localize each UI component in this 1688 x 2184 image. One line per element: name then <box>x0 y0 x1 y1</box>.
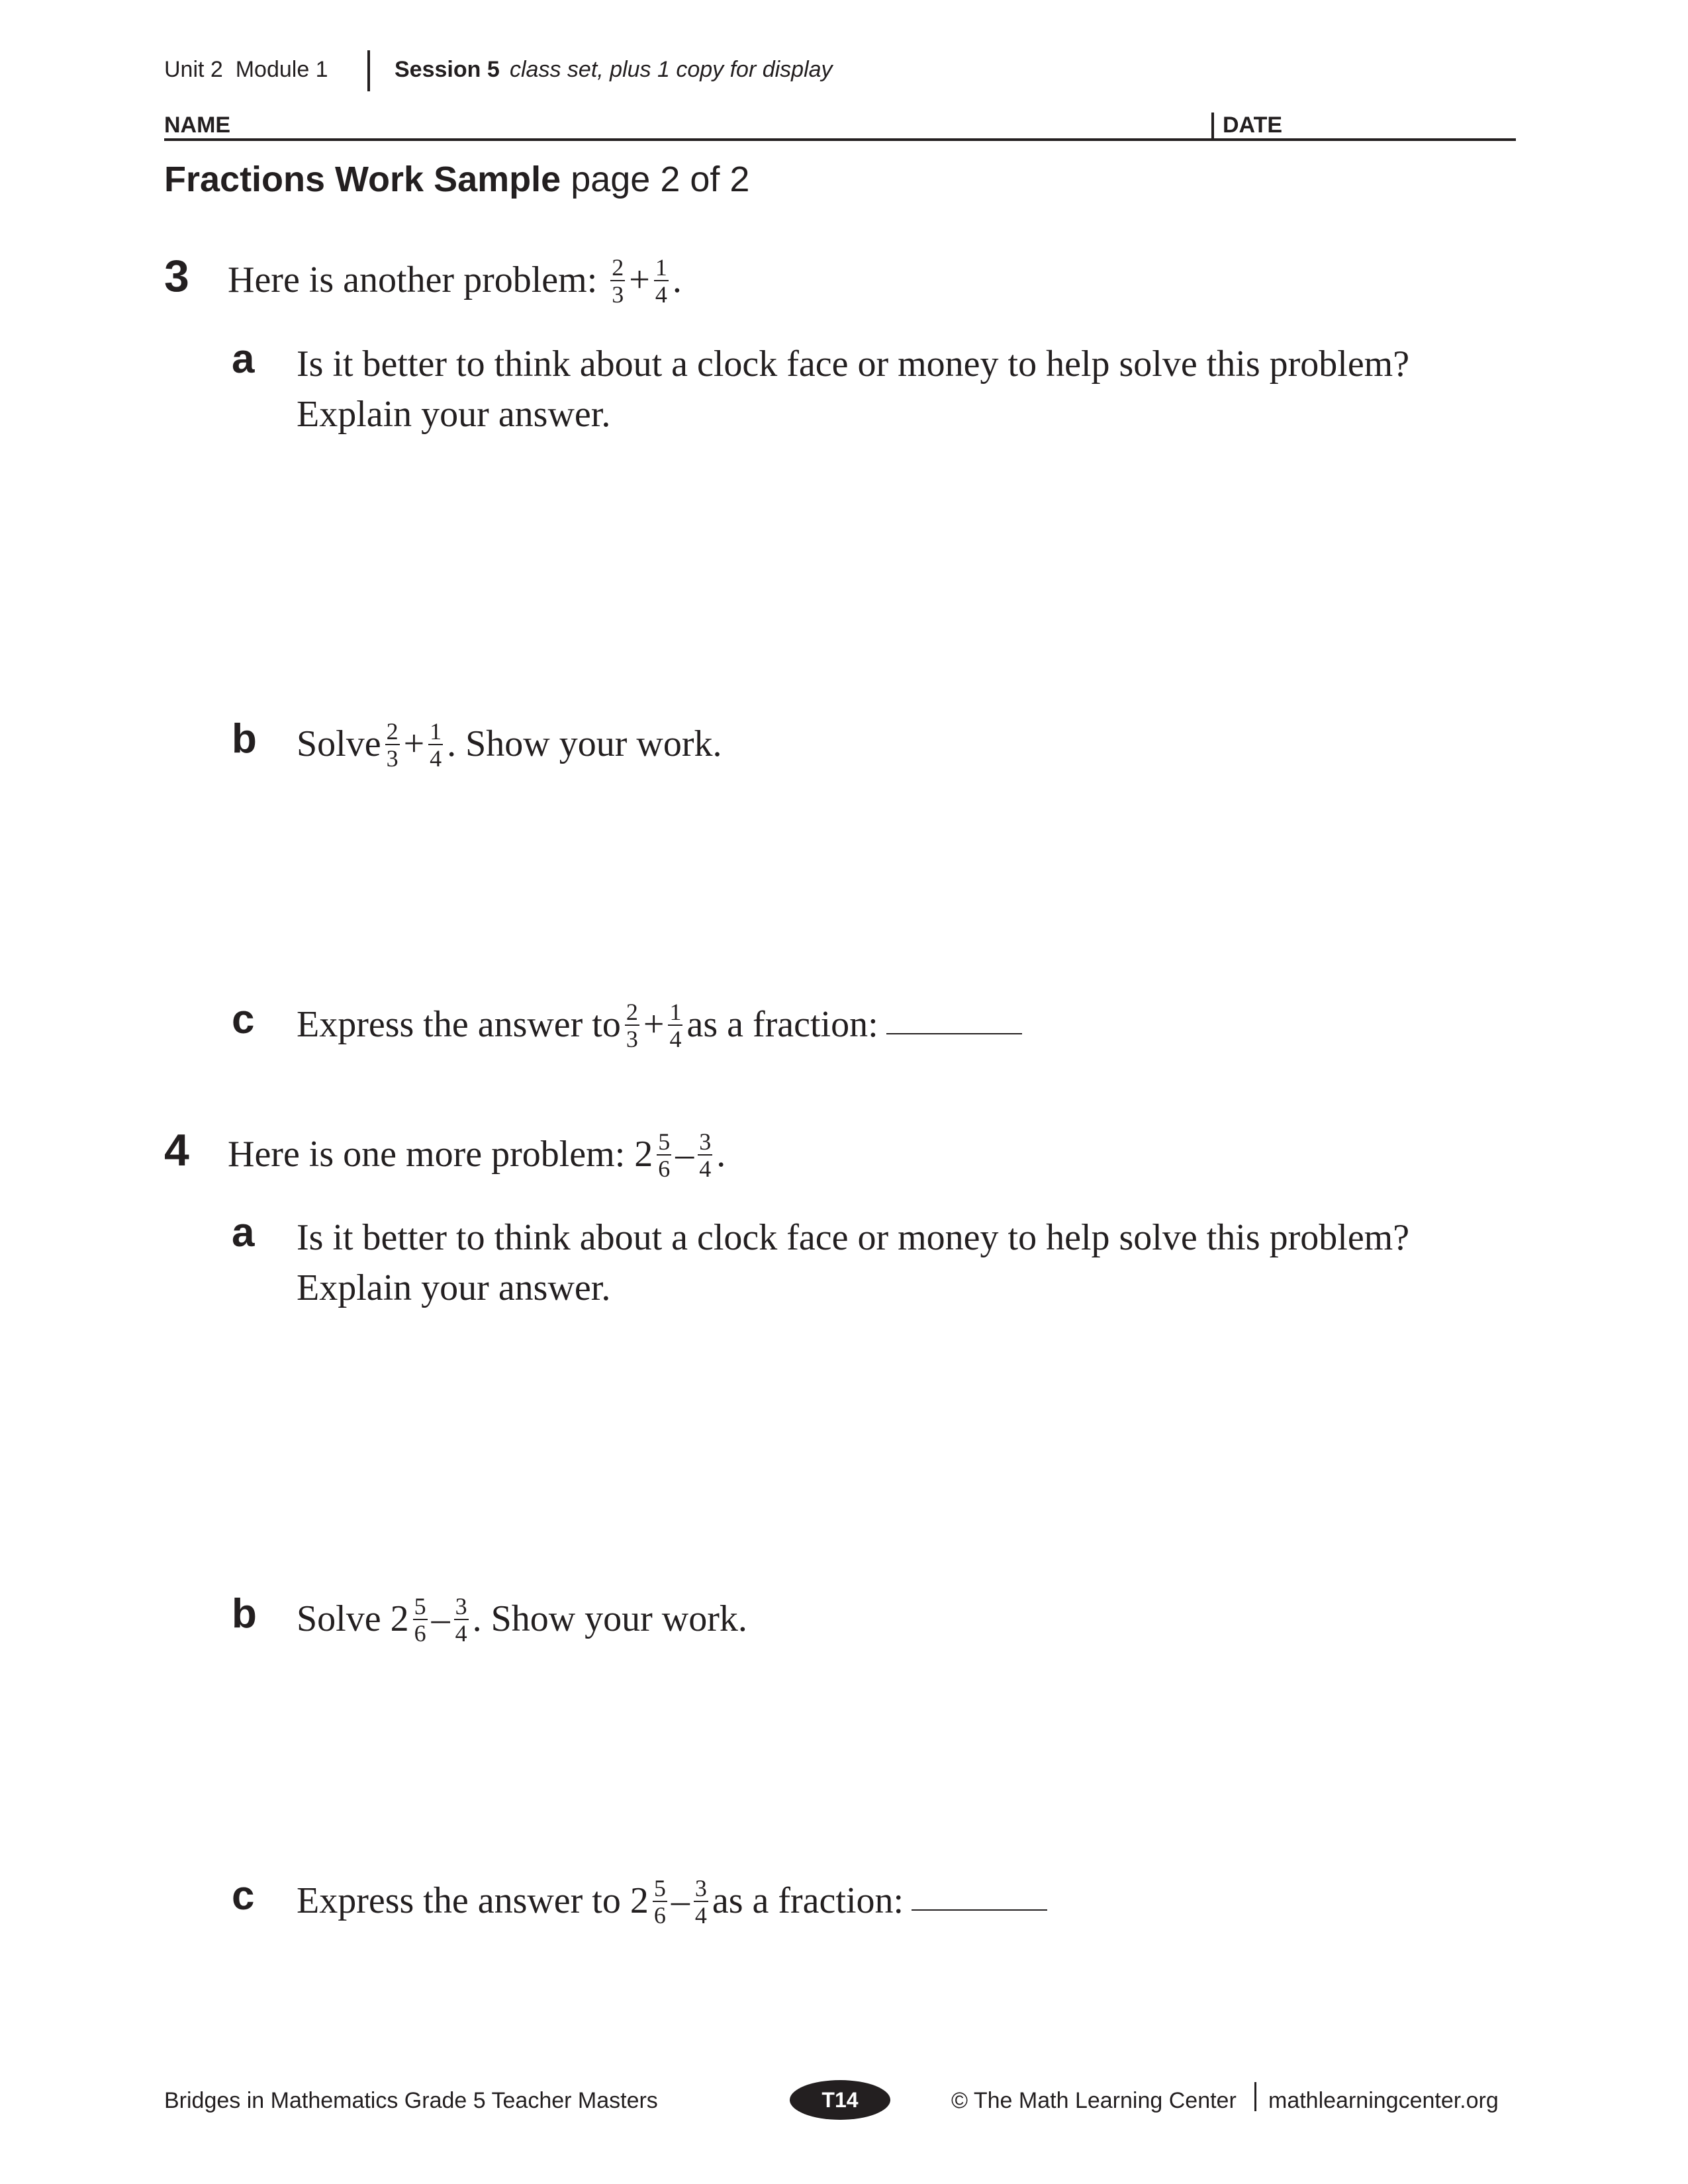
footer-publication: Bridges in Mathematics Grade 5 Teacher Masters <box>164 2088 658 2113</box>
header-divider <box>367 50 370 91</box>
session-label: Session 5 <box>395 57 500 82</box>
name-field-label: NAME <box>164 113 231 138</box>
operator: – <box>671 1880 690 1921</box>
page-code-badge: T14 <box>790 2080 890 2120</box>
part-4b-letter: b <box>232 1591 257 1637</box>
operator: + <box>643 1004 665 1045</box>
date-divider <box>1211 113 1214 139</box>
unit-module-label: Unit 2 Module 1 <box>164 57 328 82</box>
part-4a-line2: Explain your answer. <box>297 1267 611 1308</box>
name-date-line <box>164 138 1516 141</box>
fraction: $\frac{5}{6}$ <box>414 1593 426 1647</box>
mixed-number-whole: 2 <box>634 1134 653 1175</box>
part-3a-line1: Is it better to think about a clock face or money to help solve this problem? <box>297 343 1410 385</box>
operator: + <box>629 259 650 300</box>
fraction: $\frac{2}{3}$ <box>612 254 624 308</box>
part-3c-letter: c <box>232 997 255 1042</box>
session-note: class set, plus 1 copy for display <box>510 57 833 82</box>
operator: – <box>431 1598 450 1639</box>
fraction: $\frac{1}{4}$ <box>655 254 667 308</box>
answer-blank[interactable] <box>912 1909 1047 1911</box>
operator: – <box>675 1134 694 1175</box>
fraction: $\frac{3}{4}$ <box>699 1128 712 1183</box>
answer-blank[interactable] <box>886 1033 1022 1034</box>
fraction: $\frac{3}{4}$ <box>455 1593 467 1647</box>
problem-3-prompt: Here is another problem: $\frac{2}{3}$ + $\frac{1}{4}$ . <box>228 254 682 308</box>
part-4a-letter: a <box>232 1210 255 1255</box>
page-title <box>164 159 749 200</box>
date-field-label: DATE <box>1223 113 1283 138</box>
part-4c-text: Express the answer to 2 $\frac{5}{6}$ – $\frac{3}{4}$ as a fraction: <box>297 1876 1047 1927</box>
fraction: $\frac{2}{3}$ <box>386 718 399 772</box>
footer-copyright: © The Math Learning Center <box>951 2088 1237 2113</box>
problem-3-prompt-text: Here is another problem: <box>228 259 598 300</box>
problem-4-number: 4 <box>164 1125 189 1175</box>
problem-4-prompt: Here is one more problem: 2 $\frac{5}{6}$ – $\frac{3}{4}$ . <box>228 1128 726 1183</box>
fraction: $\frac{5}{6}$ <box>653 1875 666 1929</box>
part-4c-letter: c <box>232 1873 255 1919</box>
fraction: $\frac{1}{4}$ <box>430 718 442 772</box>
part-3b-letter: b <box>232 716 257 762</box>
part-3c-text: Express the answer to $\frac{2}{3}$ + $\frac{1}{4}$ as a fraction: <box>297 999 1022 1051</box>
part-3b-text: Solve $\frac{2}{3}$ + $\frac{1}{4}$ . Show your work. <box>297 718 722 772</box>
footer-divider <box>1254 2082 1256 2111</box>
footer-website: mathlearningcenter.org <box>1268 2088 1499 2113</box>
fraction: $\frac{5}{6}$ <box>658 1128 671 1183</box>
page-title-main: Fractions Work Sample <box>164 159 561 199</box>
fraction: $\frac{2}{3}$ <box>626 999 638 1053</box>
part-3a-line2: Explain your answer. <box>297 394 611 435</box>
operator: + <box>403 723 425 764</box>
problem-3-number: 3 <box>164 251 189 301</box>
fraction: $\frac{1}{4}$ <box>669 999 682 1053</box>
part-4b-text: Solve 2 $\frac{5}{6}$ – $\frac{3}{4}$ . Show your work. <box>297 1593 747 1647</box>
part-3a-letter: a <box>232 336 255 382</box>
part-4a-line1: Is it better to think about a clock face or money to help solve this problem? <box>297 1217 1410 1258</box>
fraction: $\frac{3}{4}$ <box>694 1875 707 1929</box>
problem-4-prompt-text: Here is one more problem: <box>228 1134 626 1175</box>
page-title-pagination: page 2 of 2 <box>571 159 750 199</box>
